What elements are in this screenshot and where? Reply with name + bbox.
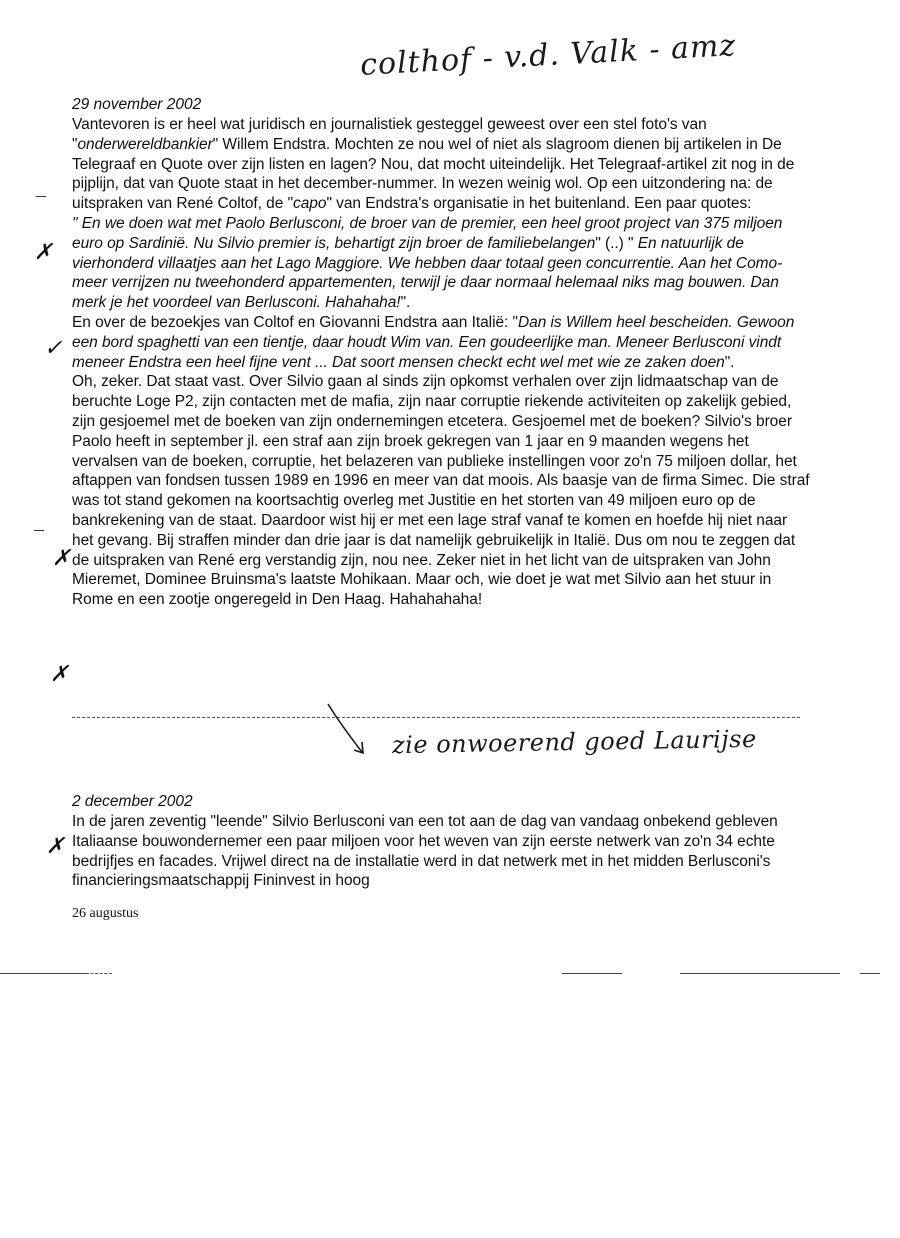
margin-check-mark-1: ✗ [34,240,53,265]
scan-line [860,973,880,974]
margin-check-mark-2: ✓ [44,336,63,361]
scan-line [86,973,112,974]
scan-line [562,973,622,974]
margin-check-mark-5: ✗ [46,834,65,859]
scan-line [0,973,86,974]
margin-dash-1 [36,196,46,197]
body-text: Oh, zeker. Dat staat vast. Over Silvio gaan al sinds zijn opkomst verhalen over zijn lidmaatschap van de beruchte Loge P2, zijn contacten met de mafia, zijn naar corruptie riekende activiteiten op zakelijk gebied, zijn gesjoemel met de boeken van zijn ondernemingen etcetera. Gesjoemel met de boeken? Silvio's broer Paolo heeft in september jl. een straf aan zijn broek gekregen van 1 jaar en 9 maanden wegens het vervalsen van de boeken, corruptie, het belazeren van publieke instellingen voor zo'n 75 miljoen dollar, het aftappen van fondsen tussen 1989 en 1996 en meer van dat moois. Als baasje van de firma Simec. Die straf was tot stand gekomen na koortsachtig overleg met Justitie en het storten van 49 miljoen euro op de bankrekening van de staat. Daardoor wist hij er met een lage straf vanaf te komen en hoefde hij niet naar het gevang. Bij straffen minder dan drie jaar is dat namelijk gebruikelijk in Italië. Dus om nou te zeggen dat de uitspraken van René erg verstandig zijn, nou nee. Zeker niet in het licht van de uitspraken van John Mieremet, Dominee Bruinsma's laatste Mohikaan. Maar och, wie doet je wat met Silvio aan het stuur in Rome en een zootje ongeregeld in Den Haag. Hahahahaha! [72,373,810,609]
paragraph [72,313,812,372]
paragraph [72,214,812,313]
handwritten-arrow-icon [320,700,380,760]
italic-quote-text: " En we doen wat met Paolo Berlusconi, de broer van de premier, een heel groot project van 375 miljoen euro op Sardinië. Nu Silvio premier is, behartigt zijn broer de familiebelangen [72,214,783,252]
italic-quote-text: Dan is Willem heel bescheiden. Gewoon een bord spaghetti van een tientje, daar houdt Wim van. Een goudeerlijke man. Meneer Berlusconi vindt meneer Endstra een heel fijne vent ... Dat soort mensen checkt echt wel met wie ze zaken doen [72,313,795,371]
handwritten-comment: zie onwoerend goed Laurijse [391,724,757,760]
body-text: " van Endstra's organisatie in het buitenland. Een paar quotes: [326,195,752,213]
margin-dash-2 [34,530,44,531]
entry-body [72,115,812,610]
body-text: Vantevoren is er heel wat juridisch en journalistiek gesteggel geweest over een stel foto's van " [72,116,707,153]
italic-quote-text: onderwereldbankier [77,135,213,153]
entry-body [72,812,812,891]
body-text: " Willem Endstra. Mochten ze nou wel of niet als slagroom dienen bij artikelen in De Telegraaf en Quote over zijn listen en lagen? Nou, dat mocht uiteindelijk. Het Telegraaf-artikel zit nog in de pijplijn, dat van Quote staat in het december-nummer. In wezen weinig wol. Op een uitzondering na: de uitspraken van René Coltof, de " [72,135,795,213]
body-text: En over de bezoekjes van Coltof en Giovanni Endstra aan Italië: " [72,313,518,331]
margin-check-mark-3: ✗ [52,546,71,571]
margin-check-mark-4: ✗ [50,662,69,687]
footer-date-stamp: 26 augustus [72,906,139,921]
italic-quote-text: En natuurlijk de vierhonderd villaatjes aan het Lago Maggiore. We hebben daar totaal geen concurrentie. Aan het Como-meer verrijzen nu tweehonderd appartementen, terwijl je daar normaal helemaal niks mag bouwen. Dan merk je het voordeel van Berlusconi. Hahahaha! [72,234,783,312]
body-text: " (..) " [595,234,638,252]
paragraph [72,372,812,610]
paragraph [72,115,812,214]
italic-quote-text: capo [293,195,327,213]
body-text: ". [400,294,411,312]
handwritten-header-note: colthof - v.d. Valk - amz [359,28,737,83]
body-text: ". [724,353,735,371]
entry-date: 2 december 2002 [72,793,193,810]
scan-line [680,973,840,974]
body-text: In de jaren zeventig "leende" Silvio Berlusconi van een tot aan de dag van vandaag onbekend gebleven Italiaanse bouwondernemer een paar miljoen voor het weven van zijn eerste netwerk van zo'n 34 echte bedrijfjes en facades. Vrijwel direct na de installatie werd in dat netwerk met in het midden Berlusconi's financieringsmaatschappij Fininvest in hoog [72,813,778,890]
separator-dashed [72,717,800,718]
paragraph [72,812,812,891]
entry-date: 29 november 2002 [72,96,202,113]
